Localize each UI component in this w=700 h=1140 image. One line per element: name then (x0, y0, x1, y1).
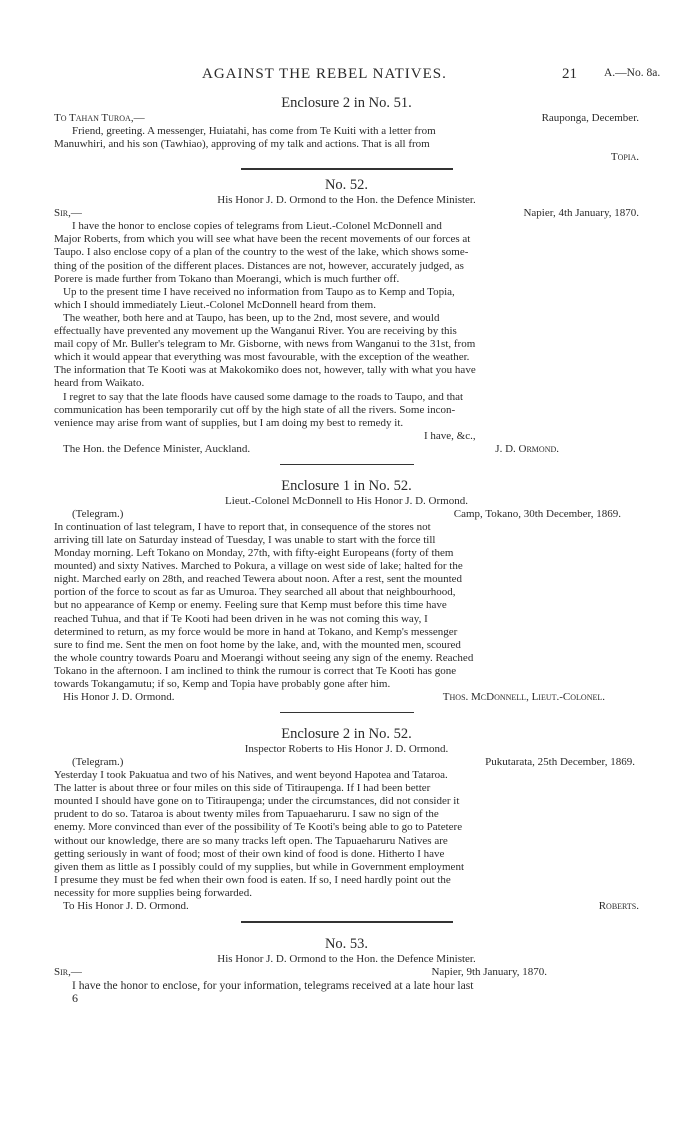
body-line: reached Tuhua, and that if Te Kooti had been driven in he was not coming this way, I (54, 612, 428, 625)
place-date: Napier, 9th January, 1870. (431, 966, 547, 979)
closing: I have, &c., (424, 429, 476, 442)
body-line: but no appearance of Kemp or enemy. Feeling sure that Kemp must before this time have (54, 599, 447, 612)
body-line: The weather, both here and at Taupo, has been, up to the 2nd, most severe, and would (63, 311, 440, 324)
running-head (54, 66, 661, 90)
place-date: Camp, Tokano, 30th December, 1869. (453, 507, 621, 520)
letter-no-53 (54, 935, 639, 1005)
body-line: given them as little as I possibly could of my supplies, but while in Government employment (54, 860, 464, 873)
section-heading: No. 53. (324, 936, 369, 953)
body-line: Tokano in the afternoon. I am inclined to think the rumour is correct that Te Kooti has gone (54, 664, 457, 677)
section-subhead: Inspector Roberts to His Honor J. D. Ormond. (244, 743, 449, 756)
body-line: which it would appear that everything was most favourable, with the exception of the weather. (54, 351, 470, 364)
body-line: Major Roberts, from which you will see what have been the recent movements of our forces at (54, 233, 471, 246)
salutation: Sir,— (54, 207, 82, 220)
page-number: 21 (562, 66, 577, 82)
section-subhead: Lieut.-Colonel McDonnell to His Honor J. D. Ormond. (225, 494, 468, 507)
letter-no-52 (54, 176, 639, 456)
body-line: Taupo. I also enclose copy of a plan of the country to the west of the lake, which shows some- (54, 246, 469, 259)
body-line: I presume they must be fed when their own food is eaten. If so, I need hardly point out the (54, 873, 451, 886)
body-line: Yesterday I took Pakuatua and two of his Natives, and went beyond Hapotea and Tataroa. (54, 769, 448, 782)
section-heading: Enclosure 2 in No. 51. (281, 95, 412, 111)
signature: Topia. (610, 151, 639, 164)
telegram-body (54, 769, 639, 900)
body-line: which I should immediately Lieut.-Colonel McDonnell heard from them. (54, 298, 376, 311)
body-line: necessity for more supplies being forwarded. (54, 886, 252, 899)
signature-row (54, 900, 639, 913)
telegram-row (54, 756, 639, 769)
addressee: To His Honor J. D. Ormond. (63, 900, 189, 913)
body-line: effectually have prevented any movement up the Wanganui River. You are receiving by this (54, 325, 457, 338)
telegram-row (54, 508, 639, 521)
paragraph (54, 391, 639, 430)
body-line: thing of the position of the different places. Distances are not, however, accurately judged, as (54, 259, 464, 272)
document-page (54, 66, 661, 1006)
body-line: heard from Waikato. (54, 377, 145, 390)
body-line: the whole country towards Poaru and Moerangi without seeing any sign of the enemy. Reached (54, 651, 474, 664)
body-line: venience may arise from want of supplies, but I am doing my best to remedy it. (54, 416, 404, 429)
signature: J. D. Ormond. (495, 442, 559, 455)
body-line: arriving till late on Saturday instead of Tuesday, I was unable to start with the force till (54, 533, 436, 546)
place-date: Pukutarata, 25th December, 1869. (485, 756, 635, 769)
telegram-label: (Telegram.) (72, 756, 124, 769)
body-line: In continuation of last telegram, I have to report that, in consequence of the stores not (54, 520, 431, 533)
addressee: His Honor J. D. Ormond. (63, 691, 175, 704)
salutation: Sir,— (54, 966, 82, 979)
telegram-label: (Telegram.) (72, 507, 124, 520)
salutation-row (54, 207, 639, 220)
section-heading: Enclosure 2 in No. 52. (281, 726, 412, 743)
paragraph (54, 286, 639, 312)
enclosure-2-no-52 (54, 725, 639, 913)
signature-row (54, 443, 639, 456)
paragraph (54, 220, 639, 285)
recipient: To Tahan Turoa,— (54, 112, 145, 124)
body-line: getting seriously in want of food; most of their own kind of food is done. Hitherto I have (54, 847, 445, 860)
body-line: I have the honor to enclose copies of telegrams from Lieut.-Colonel McDonnell and (72, 220, 442, 233)
body-line: night. Marched early on 28th, and reached Tewera about noon. After a rest, sent the mounted (54, 573, 463, 586)
body-line: sure to find me. Sent the men on foot home by the lake, and, with the mounted men, scoured (54, 638, 461, 651)
signature: Thos. McDonnell, Lieut.-Colonel. (442, 691, 605, 704)
body-line: prudent to do so. Tataroa is about twenty miles from Tapuaeharuru. I saw no sign of the (54, 808, 439, 821)
body-line: The latter is about three or four miles on this side of Titiraupenga. If I had been better (54, 782, 431, 795)
body-line: determined to return, as my force would be more in hand at Tokano, and Kemp's messenger (54, 625, 458, 638)
enclosure-1-no-52 (54, 477, 639, 704)
signature: Roberts. (598, 900, 639, 913)
section-subhead: His Honor J. D. Ormond to the Hon. the Defence Minister. (217, 194, 476, 207)
body-line: The information that Te Kooti was at Makokomiko does not, however, tally with what you have (54, 364, 476, 377)
body-line: towards Tokangamutu; if so, Kemp and Topia have probably gone after him. (54, 678, 391, 690)
place-date: Rauponga, December. (541, 112, 639, 124)
body-line: Monday morning. Left Tokano on Monday, 27th, with fifty-eight Europeans (forty of them (54, 547, 454, 560)
addressee: The Hon. the Defence Minister, Auckland. (63, 442, 251, 455)
place-date: Napier, 4th January, 1870. (523, 207, 639, 220)
body-line: mounted) and sixty Natives. Marched to Pokura, a village on west side of lake; halted for the (54, 560, 463, 573)
body-line: portion of the force to scout as far as Umuroa. They searched all about that neighbourhood, (54, 586, 456, 599)
letter-body (54, 125, 639, 151)
salutation-row (54, 966, 639, 979)
enclosure-2-no-51 (54, 94, 639, 164)
running-title: AGAINST THE REBEL NATIVES. (202, 66, 447, 82)
body-line: Friend, greeting. A messenger, Huiatahi, has come from Te Kuiti with a letter from (72, 125, 436, 137)
body-line: Porere is made further from Tokano than Moerangi, which is much further off. (54, 272, 400, 285)
section-heading: Enclosure 1 in No. 52. (281, 477, 412, 494)
body-line: without our knowledge, there are so many tracks left open. The Tapuaeharuru Natives are (54, 834, 448, 847)
telegram-body (54, 521, 639, 691)
section-heading: No. 52. (324, 177, 369, 194)
body-line: I regret to say that the late floods have caused some damage to the roads to Taupo, and that (63, 390, 464, 403)
body-line: Up to the present time I have received no information from Taupo as to Kemp and Topia, (63, 285, 455, 298)
address-row (54, 112, 639, 125)
body-line: mail copy of Mr. Buller's telegram to Mr. Gisborne, with news from Wanganui to the 31st, from (54, 338, 476, 351)
body-line: communication has been temporarily cut off by the high state of all the rivers. Some incon- (54, 403, 456, 416)
signature-mark: 6 (72, 991, 78, 1006)
body-line: enemy. More convinced than ever of the possibility of Te Kooti's being able to go to Patetere (54, 821, 463, 834)
body-line: I have the honor to enclose, for your information, telegrams received at a late hour last (72, 979, 474, 993)
signature-row (54, 691, 639, 704)
body-line: Manuwhiri, and his son (Tawhiao), approving of my talk and actions. That is all from (54, 138, 430, 151)
paragraph (54, 312, 639, 391)
body-line: mounted I should have gone on to Titiraupenga; under the circumstances, did not consider it (54, 795, 460, 808)
paper-reference: A.—No. 8a. (604, 67, 661, 79)
section-subhead: His Honor J. D. Ormond to the Hon. the Defence Minister. (217, 953, 476, 966)
